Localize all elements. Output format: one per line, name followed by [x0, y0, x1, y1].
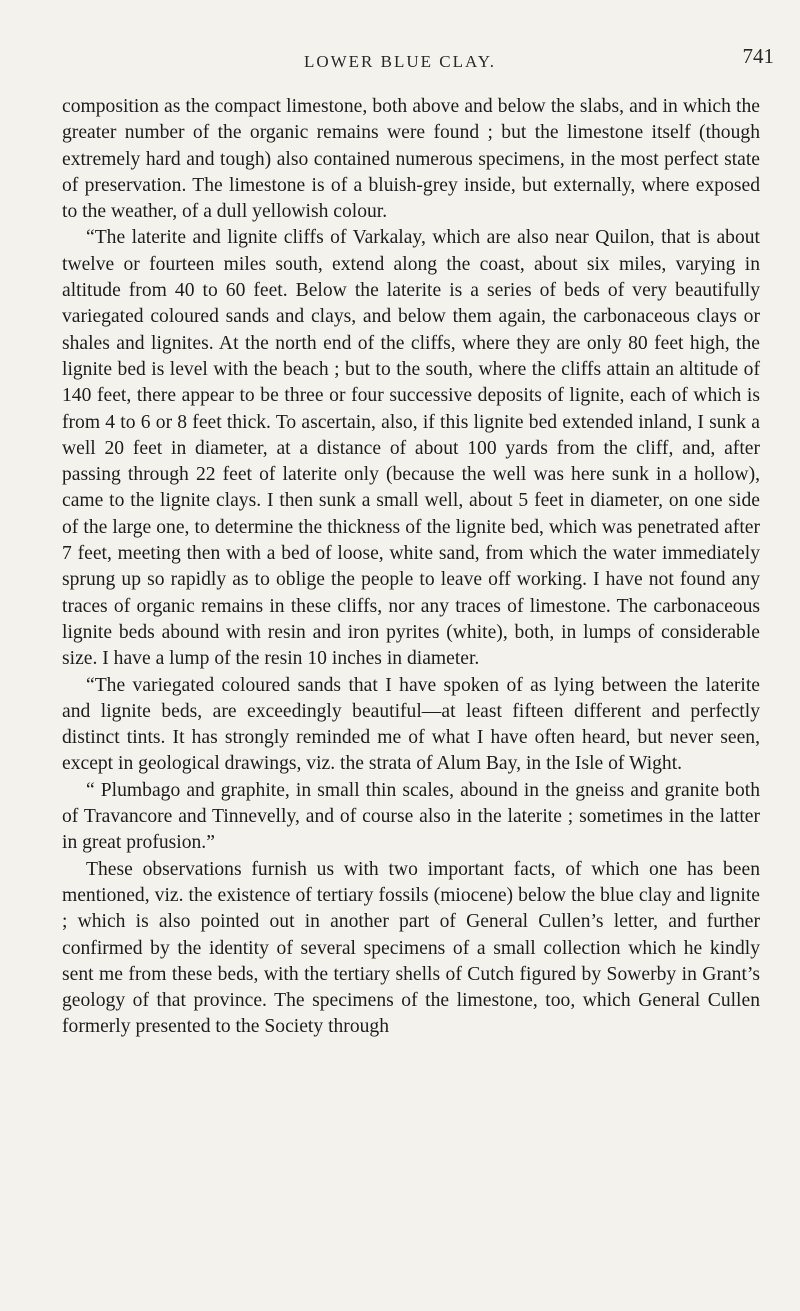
paragraph-varkalay-cliffs: “The laterite and lignite cliffs of Varkalay, which are also near Quilon, that is about twelve or fourteen miles south, extend along the coast, about six miles, varying in altitude from 40 to 60 feet. Below the laterite is a series of beds of very beautifully variegated coloured sands and clays, and below them again, the carbonaceous clays or shales and lignites. At the north end of the cliffs, where they are only 80 feet high, the lignite bed is level with the beach ; but to the south, where the cliffs attain an altitude of 140 feet, there appear to be three or four successive deposits of lignite, each of which is from 4 to 6 or 8 feet thick. To ascertain, also, if this lignite bed extended inland, I sunk a well 20 feet in diameter, at a distance of about 100 yards from the cliff, and, after passing through 22 feet of laterite only (because the well was here sunk in a hollow), came to the lignite clays. I then sunk a small well, about 5 feet in diameter, on one side of the large one, to determine the thickness of the lignite bed, which was penetrated after 7 feet, meeting then with a bed of loose, white sand, from which the water immediately sprung up so rapidly as to oblige the people to leave off working. I have not found any traces of organic remains in these cliffs, nor any traces of limestone. The carbonaceous lignite beds abound with resin and iron pyrites (white), both, in lumps of considerable size. I have a lump of the resin 10 inches in diameter.: [62, 227, 760, 670]
body-text: [62, 94, 760, 1041]
paragraph-observations: These observations furnish us with two important facts, of which one has been mentioned, viz. the existence of tertiary fossils (miocene) below the blue clay and lignite ; which is also pointed out in another part of General Cullen’s letter, and further confirmed by the identity of several specimens of a small collection which he kindly sent me from these beds, with the tertiary shells of Cutch figured by Sowerby in Grant’s geology of that province. The specimens of the limestone, too, which General Cullen formerly presented to the Society through: [62, 858, 760, 1038]
paragraph-plumbago: “ Plumbago and graphite, in small thin scales, abound in the gneiss and granite both of Travancore and Tinnevelly, and of course also in the laterite ; sometimes in the latter in great profusion.”: [62, 779, 760, 854]
page-number: 741: [742, 44, 774, 68]
running-head: LOWER BLUE CLAY.: [303, 52, 497, 71]
paragraph-continued: composition as the compact limestone, both above and below the slabs, and in which the greater number of the organic remains were found ; but the limestone itself (though extremely hard and tough) also contained numerous specimens, in the most perfect state of preservation. The limestone is of a bluish-grey inside, but externally, where exposed to the weather, of a dull yellowish colour.: [62, 96, 760, 223]
paragraph-variegated-sands: “The variegated coloured sands that I have spoken of as lying between the laterite and lignite beds, are exceedingly beautiful—at least fifteen different and perfectly distinct tints. It has strongly reminded me of what I have often heard, but never seen, except in geological drawings, viz. the strata of Alum Bay, in the Isle of Wight.: [62, 674, 760, 775]
